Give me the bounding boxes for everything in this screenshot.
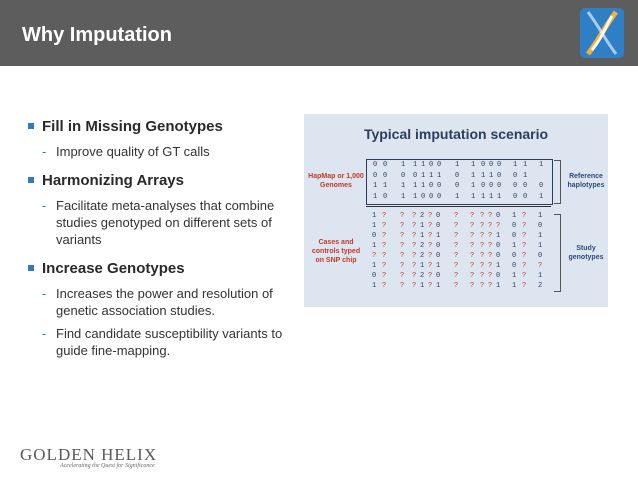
matrix-cell: ? xyxy=(480,272,485,280)
matrix-cell: 0 xyxy=(429,161,434,169)
matrix-cell: ? xyxy=(412,212,417,220)
matrix-cell: 1 xyxy=(372,282,377,290)
matrix-cell: 1 xyxy=(421,182,426,190)
matrix-cell: ? xyxy=(428,282,433,290)
matrix-cell: 0 xyxy=(496,242,501,250)
sub-bullet: - Improve quality of GT calls xyxy=(42,144,210,159)
matrix-cell: 0 xyxy=(489,182,494,190)
matrix-cell: ? xyxy=(400,222,405,230)
matrix-cell: ? xyxy=(454,252,459,260)
matrix-cell: 0 xyxy=(512,252,517,260)
matrix-cell: 0 xyxy=(481,161,486,169)
matrix-cell: 1 xyxy=(436,262,441,270)
matrix-cell: 0 xyxy=(496,212,501,220)
brand-tagline: Accelerating the Quest for Significance xyxy=(60,463,155,469)
matrix-cell: 1 xyxy=(455,192,460,201)
matrix-cell: 1 xyxy=(413,161,418,169)
matrix-cell: ? xyxy=(522,272,527,280)
matrix-cell: ? xyxy=(522,282,527,290)
matrix-row xyxy=(366,262,551,272)
matrix-cell: ? xyxy=(454,242,459,250)
matrix-cell: ? xyxy=(382,242,387,250)
matrix-cell: ? xyxy=(480,212,485,220)
matrix-cell: 1 xyxy=(496,232,501,240)
matrix-cell: ? xyxy=(382,222,387,230)
matrix-cell: 1 xyxy=(420,262,425,270)
matrix-cell: ? xyxy=(412,282,417,290)
matrix-cell: 1 xyxy=(471,171,476,180)
matrix-cell: 2 xyxy=(420,242,425,250)
matrix-cell: ? xyxy=(488,262,493,270)
matrix-cell: ? xyxy=(428,232,433,240)
matrix-cell: ? xyxy=(412,242,417,250)
matrix-cell: ? xyxy=(470,242,475,250)
matrix-cell: 1 xyxy=(523,171,528,180)
matrix-cell: 0 xyxy=(513,171,518,180)
matrix-cell: 0 xyxy=(497,161,502,169)
matrix-cell: 0 xyxy=(512,222,517,230)
bullet-heading: Harmonizing Arrays xyxy=(28,172,308,189)
matrix-cell: 1 xyxy=(420,232,425,240)
bullet-list xyxy=(28,118,308,365)
matrix-cell: 2 xyxy=(420,212,425,220)
matrix-cell: 0 xyxy=(429,182,434,190)
matrix-cell: 0 xyxy=(436,272,441,280)
matrix-cell: ? xyxy=(470,232,475,240)
matrix-cell: ? xyxy=(522,242,527,250)
matrix-cell: 0 xyxy=(437,161,442,169)
matrix-cell: ? xyxy=(522,252,527,260)
matrix-cell: 1 xyxy=(421,171,426,180)
matrix-cell: ? xyxy=(382,232,387,240)
matrix-cell: 0 xyxy=(373,161,378,169)
brace-study xyxy=(554,214,561,292)
matrix-cell: 0 xyxy=(512,262,517,270)
matrix-cell: ? xyxy=(382,272,387,280)
matrix-cell: ? xyxy=(488,252,493,260)
matrix-cell: 1 xyxy=(401,161,406,169)
matrix-cell: ? xyxy=(480,222,485,230)
matrix-cell: 1 xyxy=(538,212,543,220)
matrix-cell: 1 xyxy=(372,212,377,220)
matrix-cell: 2 xyxy=(420,252,425,260)
sub-bullet: - Find candidate susceptibility variants to guide fine-mapping. xyxy=(42,326,283,358)
square-bullet-icon xyxy=(28,123,34,129)
matrix-cell: ? xyxy=(428,252,433,260)
matrix-cell: ? xyxy=(480,232,485,240)
matrix-row xyxy=(367,161,552,171)
label-cases-controls: Cases and controls typed on SNP chip xyxy=(311,239,361,264)
matrix-cell: ? xyxy=(488,212,493,220)
sub-bullet: - Facilitate meta-analyses that combine studies genotyped on different sets of variants xyxy=(42,198,275,247)
matrix-cell: 1 xyxy=(512,212,517,220)
matrix-row xyxy=(366,282,551,292)
matrix-cell: 0 xyxy=(436,242,441,250)
matrix-cell: ? xyxy=(382,212,387,220)
matrix-cell: 1 xyxy=(413,192,418,201)
matrix-cell: 1 xyxy=(383,182,388,190)
matrix-cell: ? xyxy=(372,252,377,260)
matrix-cell: ? xyxy=(454,282,459,290)
matrix-cell: ? xyxy=(382,262,387,270)
matrix-cell: 1 xyxy=(496,282,501,290)
matrix-cell: ? xyxy=(428,242,433,250)
matrix-cell: 1 xyxy=(481,171,486,180)
matrix-cell: ? xyxy=(400,282,405,290)
matrix-cell: 0 xyxy=(513,182,518,190)
matrix-cell: ? xyxy=(428,222,433,230)
matrix-cell: ? xyxy=(480,282,485,290)
matrix-cell: 1 xyxy=(401,192,406,201)
matrix-cell: 0 xyxy=(383,171,388,180)
matrix-cell: 1 xyxy=(413,182,418,190)
matrix-cell: ? xyxy=(454,232,459,240)
matrix-cell: ? xyxy=(522,262,527,270)
matrix-cell: 1 xyxy=(496,262,501,270)
matrix-cell: 1 xyxy=(372,242,377,250)
brace-reference xyxy=(554,160,561,204)
matrix-cell: 1 xyxy=(497,192,502,201)
matrix-cell: 1 xyxy=(489,192,494,201)
bullet-heading: Fill in Missing Genotypes xyxy=(28,118,308,135)
matrix-cell: ? xyxy=(400,232,405,240)
matrix-cell: 2 xyxy=(538,282,543,290)
matrix-cell: ? xyxy=(480,262,485,270)
matrix-cell: 2 xyxy=(420,272,425,280)
matrix-cell: ? xyxy=(400,252,405,260)
matrix-cell: 1 xyxy=(436,282,441,290)
matrix-cell: 1 xyxy=(523,161,528,169)
matrix-cell: 0 xyxy=(436,222,441,230)
matrix-cell: 0 xyxy=(523,192,528,201)
sub-bullet: - Increases the power and resolution of genetic association studies. xyxy=(42,286,273,318)
header-bar xyxy=(0,0,638,66)
matrix-cell: 0 xyxy=(513,192,518,201)
matrix-cell: ? xyxy=(488,242,493,250)
matrix-cell: 1 xyxy=(539,192,544,201)
matrix-cell: 1 xyxy=(420,222,425,230)
matrix-cell: 0 xyxy=(436,212,441,220)
matrix-row xyxy=(366,222,551,232)
matrix-cell: ? xyxy=(454,222,459,230)
matrix-cell: ? xyxy=(412,262,417,270)
snp-axis xyxy=(366,206,551,207)
label-study-genotypes: Study genotypes xyxy=(568,245,604,261)
matrix-cell: ? xyxy=(412,232,417,240)
matrix-cell: ? xyxy=(480,242,485,250)
square-bullet-icon xyxy=(28,177,34,183)
bullet-heading: Increase Genotypes xyxy=(28,260,308,277)
matrix-row xyxy=(366,212,551,222)
matrix-cell: 1 xyxy=(481,192,486,201)
matrix-row xyxy=(366,252,551,262)
matrix-cell: ? xyxy=(470,282,475,290)
matrix-cell: 0 xyxy=(413,171,418,180)
matrix-cell: 0 xyxy=(512,232,517,240)
matrix-cell: 0 xyxy=(455,171,460,180)
square-bullet-icon xyxy=(28,265,34,271)
matrix-cell: ? xyxy=(412,222,417,230)
matrix-cell: 0 xyxy=(489,161,494,169)
matrix-cell: 0 xyxy=(372,272,377,280)
matrix-cell: 1 xyxy=(436,232,441,240)
matrix-cell: ? xyxy=(470,272,475,280)
matrix-row xyxy=(366,272,551,282)
matrix-cell: 0 xyxy=(523,182,528,190)
page-title: Why Imputation xyxy=(22,24,172,46)
matrix-cell: ? xyxy=(522,222,527,230)
matrix-cell: 1 xyxy=(437,171,442,180)
matrix-cell: 1 xyxy=(512,272,517,280)
matrix-cell: 1 xyxy=(373,182,378,190)
matrix-cell: 1 xyxy=(372,222,377,230)
matrix-cell: 1 xyxy=(455,161,460,169)
matrix-cell: ? xyxy=(488,232,493,240)
matrix-cell: ? xyxy=(470,222,475,230)
matrix-cell: 0 xyxy=(383,161,388,169)
matrix-cell: 1 xyxy=(538,232,543,240)
matrix-cell: ? xyxy=(496,222,501,230)
study-matrix xyxy=(366,212,551,292)
matrix-cell: ? xyxy=(412,272,417,280)
matrix-cell: ? xyxy=(470,252,475,260)
matrix-row xyxy=(367,172,552,182)
matrix-cell: 1 xyxy=(471,182,476,190)
matrix-cell: ? xyxy=(454,262,459,270)
matrix-cell: 0 xyxy=(497,171,502,180)
matrix-cell: 0 xyxy=(372,232,377,240)
matrix-cell: ? xyxy=(412,252,417,260)
matrix-cell: 1 xyxy=(471,161,476,169)
figure-title: Typical imputation scenario xyxy=(363,126,549,142)
matrix-row xyxy=(366,232,551,242)
matrix-cell: ? xyxy=(454,212,459,220)
matrix-cell: 1 xyxy=(512,282,517,290)
matrix-cell: 0 xyxy=(401,171,406,180)
matrix-cell: 1 xyxy=(538,272,543,280)
matrix-cell: 0 xyxy=(383,192,388,201)
matrix-cell: 1 xyxy=(512,242,517,250)
matrix-cell: ? xyxy=(470,212,475,220)
matrix-cell: 1 xyxy=(421,161,426,169)
matrix-cell: 1 xyxy=(471,192,476,201)
matrix-cell: 0 xyxy=(421,192,426,201)
matrix-cell: ? xyxy=(480,252,485,260)
matrix-cell: ? xyxy=(488,282,493,290)
matrix-row xyxy=(367,193,552,203)
matrix-cell: ? xyxy=(428,262,433,270)
matrix-cell: 0 xyxy=(481,182,486,190)
matrix-cell: ? xyxy=(470,262,475,270)
matrix-cell: ? xyxy=(400,212,405,220)
matrix-cell: 0 xyxy=(497,182,502,190)
matrix-cell: ? xyxy=(538,262,543,270)
matrix-cell: ? xyxy=(382,282,387,290)
matrix-cell: 0 xyxy=(496,272,501,280)
matrix-row xyxy=(366,242,551,252)
matrix-cell: ? xyxy=(400,262,405,270)
matrix-cell: ? xyxy=(488,272,493,280)
matrix-cell: 1 xyxy=(429,171,434,180)
matrix-cell: ? xyxy=(522,232,527,240)
matrix-cell: ? xyxy=(428,212,433,220)
matrix-cell: ? xyxy=(400,242,405,250)
matrix-cell: ? xyxy=(488,222,493,230)
matrix-cell: 0 xyxy=(373,171,378,180)
imputation-figure xyxy=(304,114,608,307)
matrix-cell: 0 xyxy=(436,252,441,260)
label-hapmap: HapMap or 1,000 Genomes xyxy=(308,173,364,189)
matrix-cell: ? xyxy=(382,252,387,260)
matrix-cell: 0 xyxy=(539,182,544,190)
matrix-cell: 1 xyxy=(373,192,378,201)
matrix-cell: 0 xyxy=(538,222,543,230)
matrix-cell: 1 xyxy=(420,282,425,290)
matrix-cell: 0 xyxy=(496,252,501,260)
matrix-cell: ? xyxy=(428,272,433,280)
brand-name: GOLDEN HELIX xyxy=(20,445,158,464)
golden-helix-logo xyxy=(20,445,157,469)
matrix-cell: 0 xyxy=(455,182,460,190)
helix-logo-icon xyxy=(580,8,624,58)
matrix-cell: 0 xyxy=(538,252,543,260)
matrix-cell: ? xyxy=(400,272,405,280)
reference-matrix xyxy=(366,159,553,205)
matrix-cell: 1 xyxy=(401,182,406,190)
matrix-cell: 1 xyxy=(372,262,377,270)
matrix-cell: ? xyxy=(454,272,459,280)
label-reference-haplotypes: Reference haplotypes xyxy=(567,173,605,189)
matrix-row xyxy=(367,182,552,192)
matrix-cell: 1 xyxy=(539,161,544,169)
matrix-cell: 1 xyxy=(489,171,494,180)
matrix-cell: 0 xyxy=(437,182,442,190)
matrix-cell: 1 xyxy=(513,161,518,169)
matrix-cell: 1 xyxy=(538,242,543,250)
matrix-cell: ? xyxy=(522,212,527,220)
matrix-cell: 0 xyxy=(429,192,434,201)
matrix-cell: 0 xyxy=(437,192,442,201)
